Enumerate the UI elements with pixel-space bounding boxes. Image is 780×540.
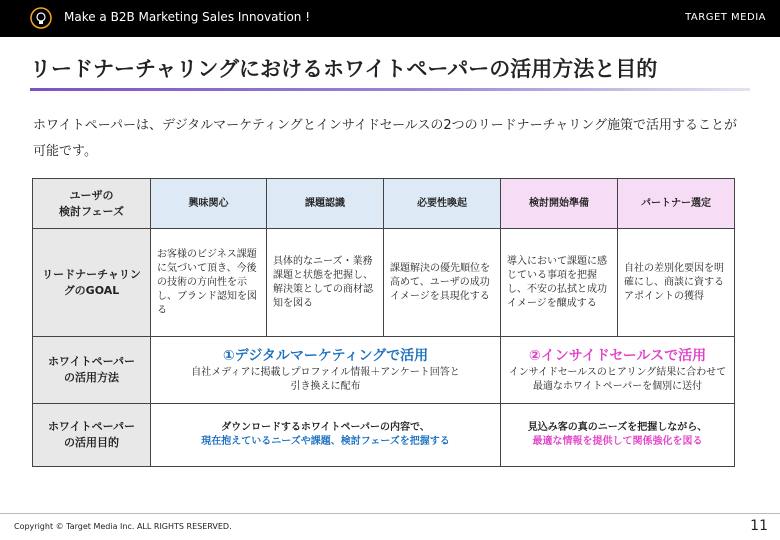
row-header-purpose: [33, 404, 151, 467]
digital-method-title: ①デジタルマーケティングで活用: [222, 348, 429, 364]
phase-cell: 課題認識: [267, 179, 384, 229]
goal-cell: お客様のビジネス課題に気づいて頂き、今後の技術の方向性を示し、ブランド認知を図る: [151, 229, 267, 337]
phase-cell: 検討開始準備: [501, 179, 618, 229]
footer-divider: [0, 513, 780, 514]
inside-method-desc: インサイドセールスのヒアリング結果に合わせて 最適なホワイトペーパーを個別に送付: [508, 367, 727, 392]
phase-row: [33, 179, 735, 229]
goal-cell: 具体的なニーズ・業務課題と状態を把握し、解決策としての商材認知を図る: [267, 229, 384, 337]
inside-method-title: ②インサイドセールスで活用: [528, 348, 707, 364]
goal-cell: 自社の差別化要因を明確にし、商談に資するアポイントの獲得: [618, 229, 735, 337]
lightbulb-icon: [30, 7, 52, 29]
inside-purpose-line1: 見込み客の真のニーズを把握しながら、: [527, 422, 708, 433]
inside-sales-method-cell: [501, 337, 735, 404]
digital-method-desc: 自社メディアに掲載しプロファイル情報＋アンケート回答と 引き換えに配布: [191, 367, 460, 392]
row-header-method-label: ホワイトペーパー の活用方法: [47, 355, 136, 384]
row-header-goal: [33, 229, 151, 337]
digital-purpose-line2: 現在抱えているニーズや課題、検討フェーズを把握する: [201, 436, 450, 447]
inside-purpose-line2: 最適な情報を提供して関係強化を図る: [532, 436, 703, 447]
phase-cell: 興味関心: [151, 179, 267, 229]
page-title: リードナーチャリングにおけるホワイトペーパーの活用方法と目的: [30, 57, 658, 81]
row-header-purpose-label: ホワイトペーパー の活用目的: [47, 420, 136, 449]
intro-text: ホワイトペーパーは、デジタルマーケティングとインサイドセールスの2つのリードナーチャリング施策で活用することが可能です。: [33, 118, 738, 159]
nurturing-matrix-table: [32, 178, 735, 467]
title-underline: [30, 88, 750, 91]
top-bar: [0, 0, 780, 37]
phase-cell: パートナー選定: [618, 179, 735, 229]
goal-cell: 課題解決の優先順位を高めて、ユーザの成功イメージを具現化する: [384, 229, 501, 337]
purpose-row: [33, 404, 735, 467]
digital-purpose-line1: ダウンロードするホワイトペーパーの内容で、: [221, 422, 430, 433]
goal-cell: 導入において課題に感じている事項を把握し、不安の払拭と成功イメージを醸成する: [501, 229, 618, 337]
copyright-text: Copyright © Target Media Inc. ALL RIGHTS RESERVED.: [14, 522, 232, 531]
row-header-phase: [33, 179, 151, 229]
digital-purpose-cell: [151, 404, 501, 467]
row-header-method: [33, 337, 151, 404]
row-header-phase-label: ユーザの 検討フェーズ: [59, 188, 124, 218]
brand-logo: TARGET MEDIA: [685, 12, 766, 23]
digital-marketing-method-cell: [151, 337, 501, 404]
row-header-goal-label: リードナーチャリン グのGOAL: [42, 267, 141, 297]
inside-purpose-cell: [501, 404, 735, 467]
goal-row: [33, 229, 735, 337]
method-row: [33, 337, 735, 404]
page-number: 11: [750, 518, 768, 534]
phase-cell: 必要性喚起: [384, 179, 501, 229]
header-tagline: Make a B2B Marketing Sales Innovation !: [64, 10, 311, 24]
